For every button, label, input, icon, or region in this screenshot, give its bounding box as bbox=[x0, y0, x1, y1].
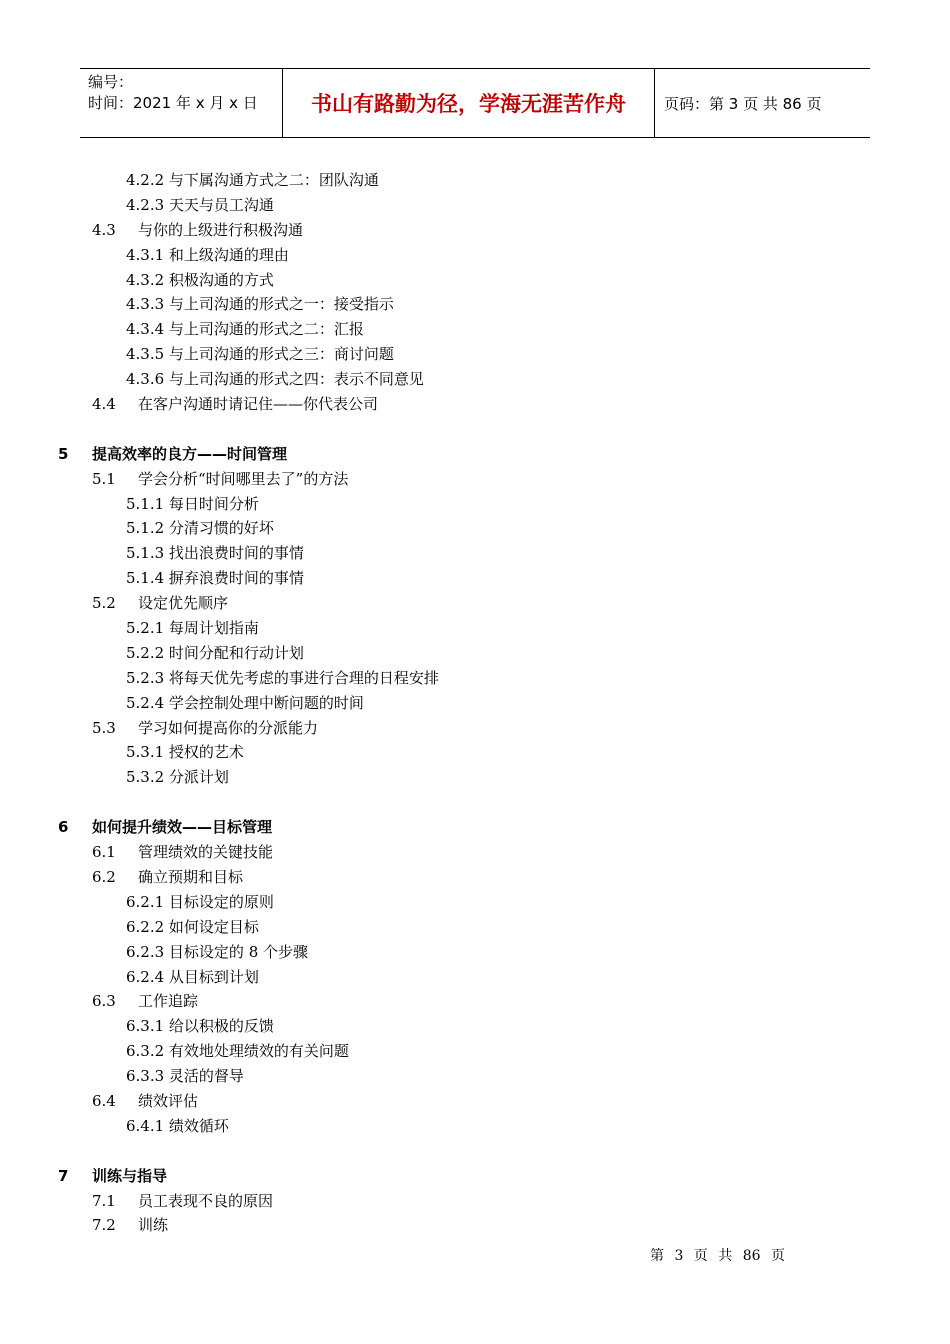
toc-entry-title: 4.3.2 积极沟通的方式 bbox=[126, 270, 274, 289]
toc-entry bbox=[0, 1213, 950, 1238]
toc-entry bbox=[0, 342, 950, 367]
toc-entry bbox=[0, 218, 950, 243]
toc-entry-number: 5 bbox=[58, 444, 69, 463]
toc-entry-title: 5.2.3 将每天优先考虑的事进行合理的日程安排 bbox=[126, 668, 439, 687]
toc-entry-title: 提高效率的良方——时间管理 bbox=[92, 444, 288, 463]
motto: 书山有路勤为径，学海无涯苦作舟 bbox=[282, 69, 655, 137]
number-label: 编号： bbox=[88, 73, 134, 91]
toc-entry-title: 6.2.4 从目标到计划 bbox=[126, 967, 259, 986]
header-left-cell bbox=[80, 69, 282, 137]
toc-entry-title: 4.2.2 与下属沟通方式之二：团队沟通 bbox=[126, 171, 379, 189]
toc-entry-number: 6.4 bbox=[92, 1091, 116, 1110]
toc-entry-title: 4.3.6 与上司沟通的形式之四：表示不同意见 bbox=[126, 370, 424, 389]
toc-entry bbox=[0, 1164, 950, 1189]
toc-entry bbox=[0, 317, 950, 342]
toc-entry bbox=[0, 716, 950, 741]
toc-entry-title: 6.3.1 给以积极的反馈 bbox=[126, 1017, 274, 1036]
page-info: 页码：第 3 页 共 86 页 bbox=[664, 94, 822, 113]
toc-entry-title: 6.2.1 目标设定的原则 bbox=[126, 892, 274, 911]
toc-entry-title: 5.1.3 找出浪费时间的事情 bbox=[126, 544, 304, 563]
toc-entry-title: 4.3.3 与上司沟通的形式之一：接受指示 bbox=[126, 295, 394, 314]
toc-entry bbox=[0, 193, 950, 218]
page-footer: 第 3 页 共 86 页 bbox=[650, 1248, 785, 1264]
toc-entry-number: 6.1 bbox=[92, 843, 116, 862]
toc-entry-title: 学会分析“时间哪里去了”的方法 bbox=[138, 469, 349, 488]
toc-entry bbox=[0, 865, 950, 890]
toc-entry bbox=[0, 1064, 950, 1089]
toc-entry-title: 管理绩效的关键技能 bbox=[138, 843, 274, 862]
toc-entry-title: 6.3.2 有效地处理绩效的有关问题 bbox=[126, 1042, 349, 1061]
toc-entry-title: 4.2.3 天天与员工沟通 bbox=[126, 195, 274, 214]
toc-entry bbox=[0, 989, 950, 1014]
page-header bbox=[80, 68, 870, 138]
toc-entry-title: 6.4.1 绩效循环 bbox=[126, 1116, 229, 1135]
toc-entry-number: 6.2 bbox=[92, 867, 116, 886]
toc-entry bbox=[0, 815, 950, 840]
toc-entry-title: 4.3.5 与上司沟通的形式之三：商讨问题 bbox=[126, 345, 394, 364]
toc-entry-title: 设定优先顺序 bbox=[138, 594, 229, 613]
toc-entry-number: 6.3 bbox=[92, 992, 116, 1011]
toc-entry bbox=[0, 1089, 950, 1114]
toc-entry-title: 5.1.4 摒弃浪费时间的事情 bbox=[126, 569, 304, 588]
toc-entry bbox=[0, 467, 950, 492]
toc-entry bbox=[0, 1114, 950, 1139]
toc-entry-title: 5.1.1 每日时间分析 bbox=[126, 494, 259, 513]
toc-entry bbox=[0, 367, 950, 392]
toc-entry bbox=[0, 1014, 950, 1039]
toc-entry bbox=[0, 765, 950, 790]
table-of-contents bbox=[0, 168, 950, 1238]
toc-entry bbox=[0, 1189, 950, 1214]
toc-entry bbox=[0, 292, 950, 317]
toc-entry-title: 6.2.3 目标设定的 8 个步骤 bbox=[126, 942, 309, 961]
toc-entry-number: 7.2 bbox=[92, 1216, 116, 1235]
toc-entry-title: 6.2.2 如何设定目标 bbox=[126, 917, 259, 936]
toc-entry-title: 6.3.3 灵活的督导 bbox=[126, 1067, 244, 1086]
toc-entry-number: 7 bbox=[58, 1166, 69, 1185]
toc-entry bbox=[0, 442, 950, 467]
toc-entry bbox=[0, 168, 950, 193]
toc-entry-title: 学习如何提高你的分派能力 bbox=[138, 718, 319, 737]
toc-entry bbox=[0, 940, 950, 965]
toc-entry-title: 确立预期和目标 bbox=[138, 867, 244, 886]
toc-entry-number: 4.4 bbox=[92, 395, 116, 414]
toc-entry-title: 5.1.2 分清习惯的好坏 bbox=[126, 519, 274, 538]
toc-entry bbox=[0, 915, 950, 940]
toc-entry bbox=[0, 268, 950, 293]
toc-entry-title: 训练与指导 bbox=[92, 1166, 168, 1185]
toc-entry-title: 4.3.1 和上级沟通的理由 bbox=[126, 245, 289, 264]
toc-entry bbox=[0, 1039, 950, 1064]
toc-entry-title: 在客户沟通时请记住——你代表公司 bbox=[138, 395, 379, 414]
toc-entry bbox=[0, 516, 950, 541]
date-label: 时间：2021 年 x 月 x 日 bbox=[88, 94, 258, 112]
toc-entry bbox=[0, 616, 950, 641]
toc-entry-number: 5.1 bbox=[92, 469, 116, 488]
toc-entry-number: 4.3 bbox=[92, 220, 116, 239]
toc-entry-title: 5.2.1 每周计划指南 bbox=[126, 619, 259, 638]
toc-entry bbox=[0, 965, 950, 990]
toc-entry bbox=[0, 890, 950, 915]
toc-entry-title: 绩效评估 bbox=[138, 1091, 199, 1110]
toc-entry bbox=[0, 566, 950, 591]
toc-entry-number: 5.2 bbox=[92, 594, 116, 613]
toc-entry-title: 5.2.2 时间分配和行动计划 bbox=[126, 643, 304, 662]
toc-entry-title: 4.3.4 与上司沟通的形式之二：汇报 bbox=[126, 320, 364, 339]
toc-entry-number: 5.3 bbox=[92, 718, 116, 737]
toc-entry-title: 5.3.2 分派计划 bbox=[126, 768, 229, 787]
toc-entry-title: 5.3.1 授权的艺术 bbox=[126, 743, 244, 762]
toc-entry-number: 7.1 bbox=[92, 1191, 116, 1210]
toc-entry-title: 训练 bbox=[138, 1216, 169, 1235]
toc-entry-title: 员工表现不良的原因 bbox=[138, 1191, 274, 1210]
toc-entry-title: 与你的上级进行积极沟通 bbox=[138, 220, 304, 239]
toc-entry-number: 6 bbox=[58, 818, 69, 837]
toc-entry-title: 如何提升绩效——目标管理 bbox=[92, 818, 273, 837]
toc-entry bbox=[0, 591, 950, 616]
toc-entry bbox=[0, 541, 950, 566]
toc-entry bbox=[0, 840, 950, 865]
toc-entry bbox=[0, 243, 950, 268]
toc-entry-title: 5.2.4 学会控制处理中断问题的时间 bbox=[126, 693, 364, 712]
toc-entry bbox=[0, 641, 950, 666]
toc-entry bbox=[0, 666, 950, 691]
toc-entry bbox=[0, 392, 950, 417]
toc-entry-title: 工作追踪 bbox=[138, 992, 199, 1011]
toc-entry bbox=[0, 740, 950, 765]
toc-entry bbox=[0, 492, 950, 517]
toc-entry bbox=[0, 691, 950, 716]
